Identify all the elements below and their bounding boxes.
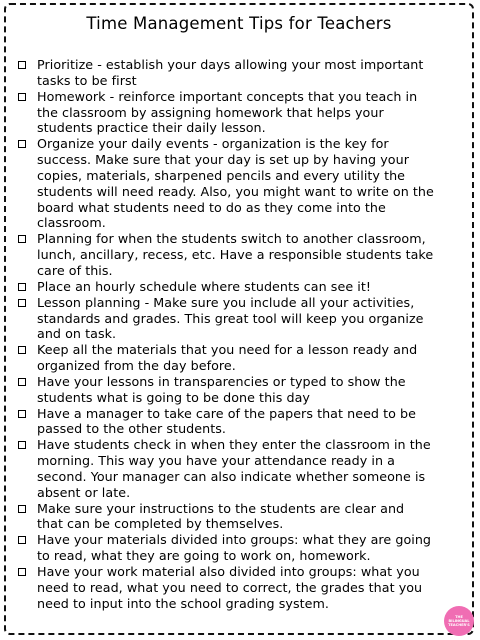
tip-line: organized from the day before. — [37, 358, 236, 374]
tip-line: Keep all the materials that you need for a lesson ready and — [37, 342, 418, 358]
tip-item — [14, 279, 474, 295]
checkbox-icon[interactable] — [18, 505, 26, 513]
tip-line: Homework - reinforce important concepts that you teach in — [37, 88, 418, 104]
tip-line: lunch, ancillary, recess, etc. Have a responsible students take — [37, 247, 434, 263]
tip-line: Have students check in when they enter the classroom in the — [37, 437, 431, 453]
tip-line: Planning for when the students switch to another classroom, — [37, 231, 426, 247]
tip-item — [14, 295, 474, 343]
tip-line: Have your materials divided into groups: what they are going — [37, 532, 432, 548]
tip-item — [14, 136, 474, 231]
tip-line: classroom. — [37, 215, 106, 231]
checkbox-icon[interactable] — [18, 378, 26, 386]
tip-line: absent or late. — [37, 484, 131, 500]
tip-line: to read, what they are going to work on, homework. — [37, 548, 371, 564]
page-title: Time Management Tips for Teachers — [86, 14, 392, 33]
tip-line: Place an hourly schedule where students can see it! — [37, 278, 371, 294]
checkbox-icon[interactable] — [18, 441, 26, 449]
checkbox-icon[interactable] — [18, 299, 26, 307]
tip-item — [14, 564, 474, 612]
tip-line: students will need ready. Also, you might want to write on the — [37, 183, 434, 199]
tip-line: standards and grades. This great tool will keep you organize — [37, 310, 424, 326]
checkbox-icon[interactable] — [18, 346, 26, 354]
tip-item — [14, 406, 474, 438]
tip-item — [14, 501, 474, 533]
checkbox-icon[interactable] — [18, 235, 26, 243]
tip-line: Have your work material also divided into groups: what you — [37, 564, 420, 579]
checkbox-icon[interactable] — [18, 93, 26, 101]
tip-line: students what is going to be done this day — [37, 389, 310, 405]
tip-line: success. Make sure that your day is set up by having your — [37, 152, 409, 168]
tip-line: need to input into the school grading system. — [37, 595, 329, 611]
tip-line: the classroom by assigning homework that helps your — [37, 104, 384, 120]
tip-line: Have a manager to take care of the papers that need to be — [37, 405, 416, 421]
tip-item — [14, 437, 474, 500]
tip-line: care of this. — [37, 262, 113, 278]
tip-item — [14, 231, 474, 279]
checkbox-icon[interactable] — [18, 283, 26, 291]
tip-line: that can be completed by themselves. — [37, 516, 284, 532]
tip-line: and on task. — [37, 326, 117, 342]
tip-item — [14, 57, 474, 89]
tip-line: board what students need to do as they come into the — [37, 199, 386, 215]
tip-line: Have your lessons in transparencies or typed to show the — [37, 373, 406, 389]
tip-item — [14, 374, 474, 406]
tips-page — [4, 3, 474, 635]
tip-line: tasks to be first — [37, 72, 137, 88]
checkbox-icon[interactable] — [18, 61, 26, 69]
tip-line: Make sure your instructions to the students are clear and — [37, 500, 405, 516]
tip-line: Lesson planning - Make sure you include all your activities, — [37, 294, 415, 310]
checkbox-icon[interactable] — [18, 568, 26, 576]
tip-line: morning. This way you have your attendance ready in a — [37, 453, 395, 469]
tip-line: students practice their daily lesson. — [37, 120, 266, 136]
tip-line: second. Your manager can also indicate whether someone is — [37, 468, 426, 484]
tip-line: Prioritize - establish your days allowing your most important — [37, 57, 424, 72]
checkbox-icon[interactable] — [18, 536, 26, 544]
checkbox-icon[interactable] — [18, 140, 26, 148]
logo-text: THE BILINGUAL TEACHER'S — [448, 615, 470, 627]
tip-line: copies, materials, sharpened pencils and every utility the — [37, 167, 406, 183]
checkbox-icon[interactable] — [18, 410, 26, 418]
publisher-logo — [444, 606, 474, 636]
tip-item — [14, 89, 474, 137]
tip-item — [14, 532, 474, 564]
tip-item — [14, 342, 474, 374]
tip-line: Organize your daily events - organization is the key for — [37, 136, 389, 152]
tips-list — [14, 57, 474, 612]
tip-line: need to read, what you need to correct, the grades that you — [37, 579, 423, 595]
tip-line: passed to the other students. — [37, 421, 226, 437]
